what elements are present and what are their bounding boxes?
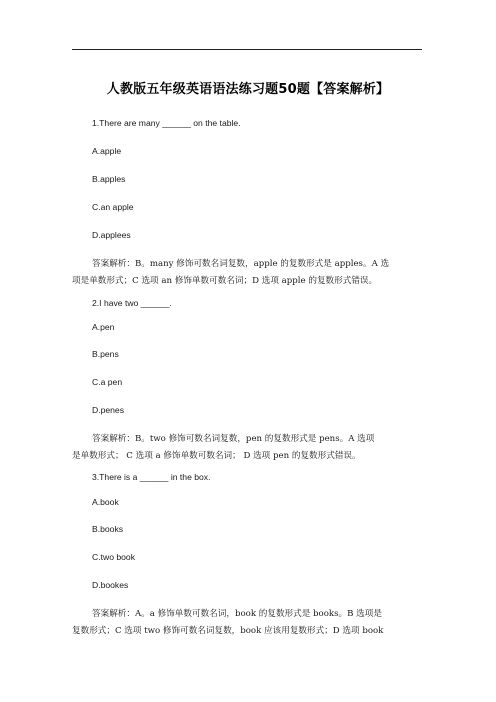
question-3-option-c: C.two book bbox=[92, 552, 135, 562]
question-1-analysis-line-2: 项是单数形式；C 选项 an 修饰单数可数名词；D 选项 apple 的复数形式错误。 bbox=[72, 276, 378, 286]
question-2-text: 2.I have two ______. bbox=[92, 298, 172, 308]
question-1-analysis-line-1: 答案解析：B。many 修饰可数名词复数，apple 的复数形式是 apples。A 选 bbox=[92, 259, 390, 269]
page-title: 人教版五年级英语语法练习题50题【答案解析】 bbox=[106, 82, 390, 97]
question-2-option-b: B.pens bbox=[92, 349, 119, 359]
question-1-analysis bbox=[72, 256, 422, 290]
question-3-option-b: B.books bbox=[92, 524, 124, 534]
question-3-option-d: D.bookes bbox=[92, 580, 129, 590]
question-2-option-a: A.pen bbox=[92, 322, 115, 332]
question-1-option-d: D.applees bbox=[92, 230, 131, 240]
question-1-text: 1.There are many ______ on the table. bbox=[92, 118, 241, 128]
question-2-option-d: D.penes bbox=[92, 405, 125, 415]
question-3-analysis-line-1: 答案解析：A。a 修饰单数可数名词，book 的复数形式是 books。B 选项是 bbox=[92, 609, 382, 619]
question-3-analysis-line-2: 复数形式；C 选项 two 修饰可数名词复数，book 应该用复数形式；D 选项 book bbox=[72, 626, 384, 636]
question-2-analysis bbox=[72, 431, 422, 465]
question-2-analysis-line-2: 是单数形式； C 选项 a 修饰单数可数名词； D 选项 pen 的复数形式错误。 bbox=[72, 451, 361, 461]
question-1-option-b: B.apples bbox=[92, 174, 126, 184]
header-rule bbox=[72, 49, 422, 50]
question-1-option-c: C.an apple bbox=[92, 202, 134, 212]
question-3-option-a: A.book bbox=[92, 497, 119, 507]
question-3-text: 3.There is a ______ in the box. bbox=[92, 472, 211, 482]
question-2-option-c: C.a pen bbox=[92, 377, 123, 387]
question-2-analysis-line-1: 答案解析：B。two 修饰可数名词复数，pen 的复数形式是 pens。A 选项 bbox=[92, 434, 375, 444]
question-3-analysis bbox=[72, 606, 422, 640]
question-1-option-a: A.apple bbox=[92, 146, 122, 156]
